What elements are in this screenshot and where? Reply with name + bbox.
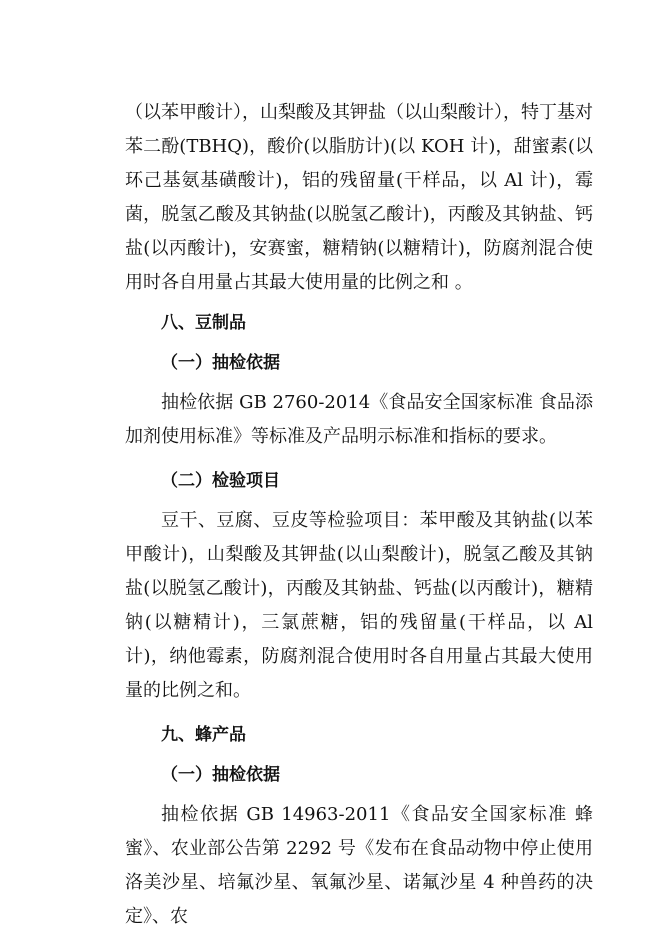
section-heading-bee-products: 九、蜂产品: [161, 725, 246, 745]
subheading-test-items-8: （二）检验项目: [161, 471, 280, 491]
paragraph-inspection-basis-9: 抽检依据 GB 14963-2011《食品安全国家标准 蜂蜜》、农业部公告第 2292 号《发布在食品动物中停止使用洛美沙星、培氟沙星、氧氟沙星、诺氟沙星 4 种兽药的决定》、农: [125, 804, 593, 927]
document-page: [125, 96, 593, 934]
paragraph-continued-test-items: （以苯甲酸计），山梨酸及其钾盐（以山梨酸计），特丁基对苯二酚(TBHQ)，酸价(以脂肪计)(以 KOH 计)，甜蜜素(以环己基氨基磺酸计)，铝的残留量(干样品，以 Al 计)，霉菌，脱氢乙酸及其钠盐(以脱氢乙酸计)，丙酸及其钠盐、钙盐(以丙酸计)，安赛蜜，糖精钠(以糖精计)，防腐剂混合使用时各自用量占其最大使用量的比例之和 。: [125, 102, 593, 293]
subheading-inspection-basis-9: （一）抽检依据: [161, 765, 280, 785]
paragraph-test-items-8: 豆干、豆腐、豆皮等检验项目：苯甲酸及其钠盐(以苯甲酸计)，山梨酸及其钾盐(以山梨酸计)，脱氢乙酸及其钠盐(以脱氢乙酸计)，丙酸及其钠盐、钙盐(以丙酸计)，糖精钠(以糖精计)，三氯蔗糖，铝的残留量(干样品，以 Al 计)，纳他霉素，防腐剂混合使用时各自用量占其最大使用量的比例之和。: [125, 510, 593, 701]
subheading-inspection-basis-8: （一）抽检依据: [161, 353, 280, 373]
paragraph-inspection-basis-8: 抽检依据 GB 2760-2014《食品安全国家标准 食品添加剂使用标准》等标准及产品明示标准和指标的要求。: [125, 392, 593, 447]
section-heading-bean-products: 八、豆制品: [161, 313, 246, 333]
